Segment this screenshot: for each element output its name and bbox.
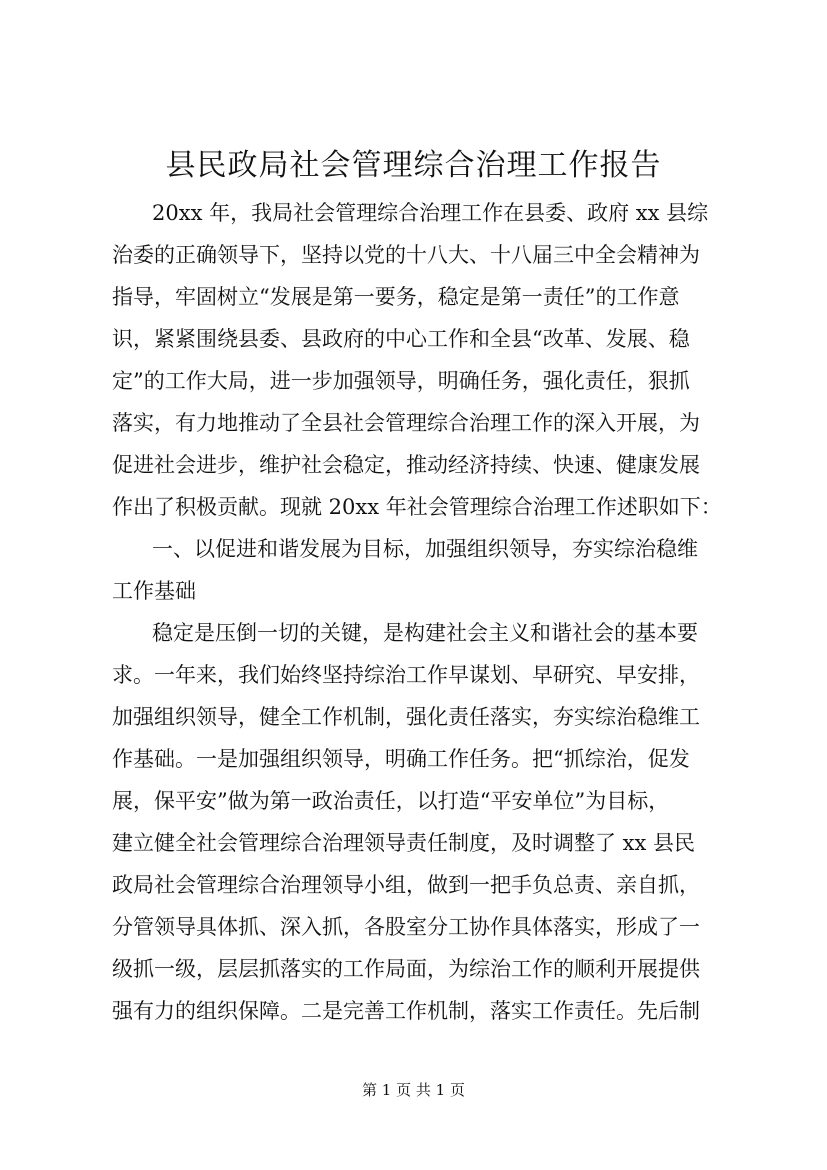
body-line: 级抓一级，层层抓落实的工作局面，为综治工作的顺利开展提供 bbox=[112, 957, 700, 981]
body-line: 求。一年来，我们始终坚持综治工作早谋划、早研究、早安排， bbox=[112, 663, 700, 687]
body-line: 加强组织领导，健全工作机制，强化责任落实，夯实综治稳维工 bbox=[112, 705, 700, 729]
body-line: 强有力的组织保障。二是完善工作机制，落实工作责任。先后制 bbox=[112, 999, 700, 1023]
body-line: 作基础。一是加强组织领导，明确工作任务。把“抓综治，促发 bbox=[112, 747, 690, 771]
section-heading-line: 一、以促进和谐发展为目标，加强组织领导，夯实综治稳维 bbox=[152, 537, 698, 561]
body-line: 20xx 年，我局社会管理综合治理工作在县委、政府 xx 县综 bbox=[152, 201, 709, 225]
body-line: 稳定是压倒一切的关键，是构建社会主义和谐社会的基本要 bbox=[152, 621, 698, 645]
body-line: 治委的正确领导下，坚持以党的十八大、十八届三中全会精神为 bbox=[112, 243, 700, 267]
body-line: 展，保平安”做为第一政治责任，以打造“平安单位”为目标， bbox=[112, 789, 670, 813]
body-line: 定”的工作大局，进一步加强领导，明确任务，强化责任，狠抓 bbox=[112, 369, 690, 393]
body-line: 分管领导具体抓、深入抓，各股室分工协作具体落实，形成了一 bbox=[112, 915, 700, 939]
body-line: 促进社会进步，维护社会稳定，推动经济持续、快速、健康发展 bbox=[112, 453, 700, 477]
body-line: 作出了积极贡献。现就 20xx 年社会管理综合治理工作述职如下： bbox=[112, 495, 722, 519]
page-number-footer: 第 1 页 共 1 页 bbox=[362, 1081, 465, 1099]
body-line: 识，紧紧围绕县委、县政府的中心工作和全县“改革、发展、稳 bbox=[112, 327, 690, 351]
body-line: 政局社会管理综合治理领导小组，做到一把手负总责、亲自抓， bbox=[112, 873, 700, 897]
section-heading-line: 工作基础 bbox=[112, 579, 196, 603]
body-line: 建立健全社会管理综合治理领导责任制度，及时调整了 xx 县民 bbox=[112, 831, 696, 855]
document-title: 县民政局社会管理综合治理工作报告 bbox=[165, 148, 662, 183]
body-line: 指导，牢固树立“发展是第一要务，稳定是第一责任”的工作意 bbox=[112, 285, 680, 309]
body-line: 落实，有力地推动了全县社会管理综合治理工作的深入开展，为 bbox=[112, 411, 700, 435]
